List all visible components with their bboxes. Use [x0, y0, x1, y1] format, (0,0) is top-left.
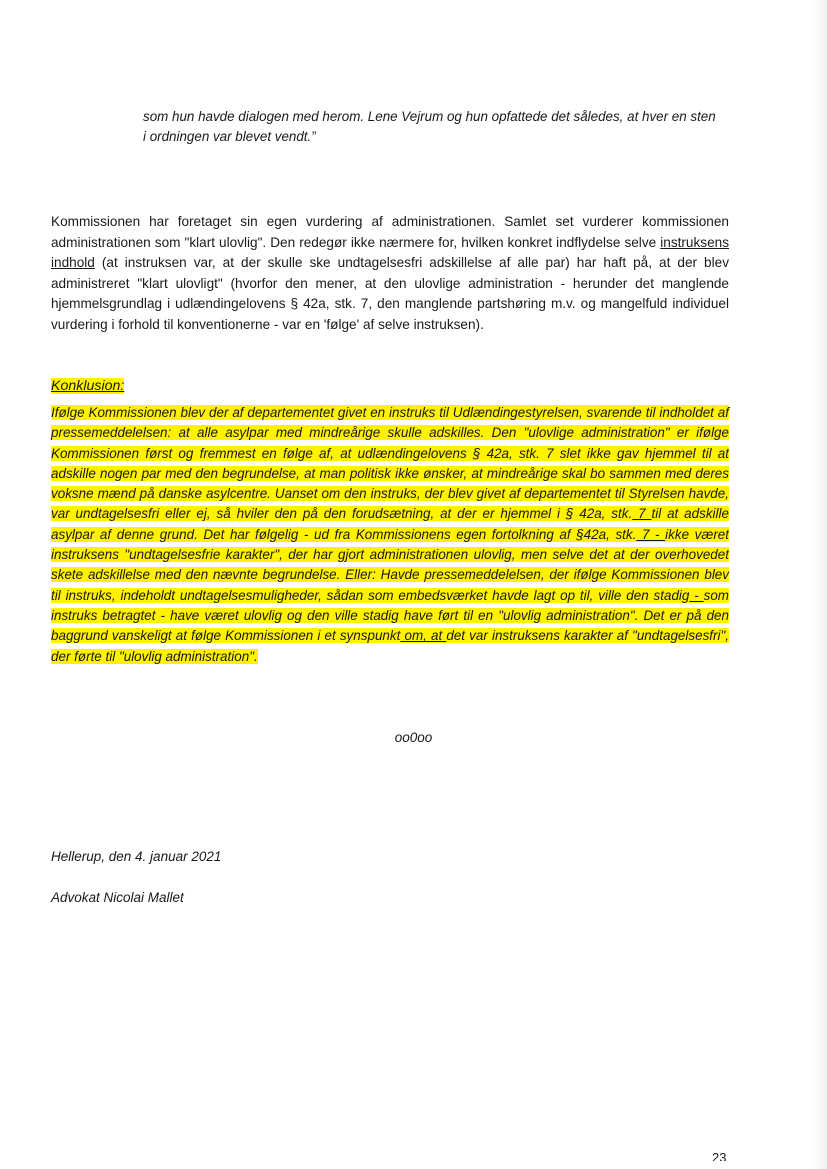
page-number: 23 [712, 1151, 727, 1161]
conclusion-text: til at adskille asylpar af denne grund. Det har følgelig - ud fra Kommissionens egen fortolkning af §42a, stk. [51, 506, 729, 542]
quote-block [143, 107, 729, 147]
assessment-paragraph [51, 212, 729, 335]
conclusion-text: Ifølge Kommissionen blev der af departementet givet en instruks til Udlændingestyrelsen, svarende til indholdet af pressemeddelelsen: at alle asylpar med mindreårige skulle adskilles. Den "ulovlige administration" er ifølge Kommissionen først og fremmest en følge af, at udlændingelovens § 42a, stk. 7 slet ikke gav hjemmel til at adskille nogen par med den begrundelse, at man politisk ikke ønsker, at mindreårige skal bo sammen med deres voksne mænd på danske asylcentre. Uanset om den instruks, der blev givet af departementet til Styrelsen havde, var undtagelsesfri eller ej, så hviler den på den forudsætning, at der er hjemmel i § 42a, stk. [51, 405, 729, 522]
paragraph-text: Kommissionen har foretaget sin egen vurdering af administrationen. Samlet set vurderer kommissionen administrationen som "klart ulovlig". Den redegør ikke nærmere for, hvilken konkret indflydelse selve [51, 214, 729, 250]
underlined-text: om, at [400, 628, 447, 644]
conclusion-paragraph [51, 403, 729, 667]
underlined-text: 7 - [636, 526, 666, 542]
underlined-text: instruksens indhold [51, 234, 729, 270]
conclusion-heading: Konklusion: [51, 378, 125, 394]
place-date: Hellerup, den 4. januar 2021 [51, 849, 222, 864]
conclusion-text: som instruks betragtet - have været ulovlig og den ville stadig have ført til en "ulovlig administration". Det er på den baggrund vanskeligt at følge Kommissionen i et synspunkt [51, 587, 729, 644]
underlined-text: - [689, 587, 704, 603]
section-separator: oo0oo [394, 730, 433, 745]
conclusion-text: ikke været instruksens "undtagelsesfrie karakter", der har gjort administrationen ulovlig, men selve det at der overhovedet skete adskillelse med den nævnte begrundelse. Eller: Havde pressemeddelelsen, der ifølge Kommissionen blev til instruks, indeholdt undtagelsesmuligheder, sådan som embedsværket havde lagt op til, ville den stadig [51, 526, 729, 603]
signature: Advokat Nicolai Mallet [51, 890, 184, 905]
page-edge-shadow [813, 0, 827, 1169]
paragraph-text: (at instruksen var, at der skulle ske undtagelsesfri adskillelse af alle par) har haft på, at der blev administreret "klart ulovligt" (hvorfor den mener, at den ulovlige administration - herunder det manglende hjemmelsgrundlag i udlændingelovens § 42a, stk. 7, den manglende partshøring m.v. og mangelfuld individuel vurdering i forhold til konventionerne - var en 'følge' af selve instruksen). [51, 255, 729, 332]
quote-line: i ordningen var blevet vendt.” [143, 129, 316, 144]
conclusion-text: det var instruksens karakter af "undtagelsesfri", der førte til "ulovlig administration". [51, 628, 729, 664]
underlined-text: 7 [632, 506, 652, 522]
quote-line: som hun havde dialogen med herom. Lene Vejrum og hun opfattede det således, at hver en sten [143, 109, 716, 124]
